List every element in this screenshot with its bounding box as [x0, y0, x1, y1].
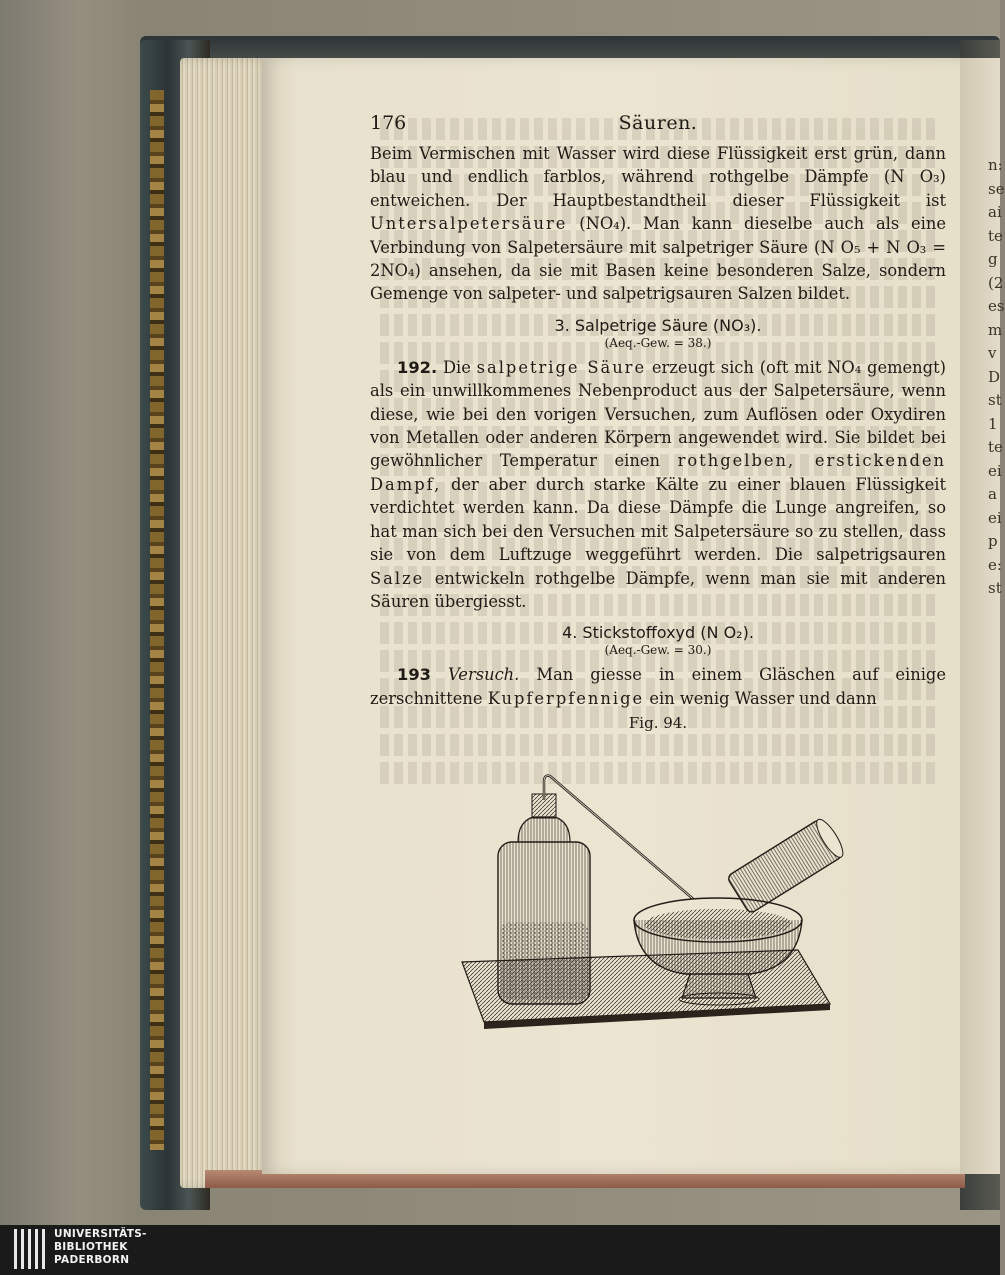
- figure-94-illustration: [458, 772, 843, 1032]
- page-content: [370, 112, 946, 732]
- text-run: der aber durch starke Kälte zu einer blauen Flüssigkeit verdichtet werden kann. Da diese Dämpfe die Lunge angreifen, so hat man sich bei den Versuchen mit Salpetersäure so zu stellen, dass sie von dem Luftzuge weggeführt werden. Die salpetrigsauren: [370, 474, 946, 565]
- equivalent-weight-note-4: (Aeq.-Gew. = 30.): [604, 643, 712, 658]
- figure-caption: Fig. 94.: [628, 714, 688, 733]
- facing-page-fragment: n:: [988, 156, 1003, 174]
- paragraph-192: [370, 356, 946, 613]
- facing-page-fragment: se: [988, 179, 1005, 198]
- spaced-term: rothgelben, erstickenden Dampf,: [370, 451, 946, 494]
- library-logo-icon: [14, 1229, 48, 1269]
- equivalent-weight-note-3: (Aeq.-Gew. = 38.): [604, 335, 712, 350]
- facing-page-fragment: e:: [988, 555, 1002, 574]
- collecting-jar: [727, 816, 848, 914]
- versuch-label: Versuch.: [448, 665, 520, 685]
- text-run: Beim Vermischen mit Wasser wird diese Flüssigkeit erst grün, dann blau und endlich farblos, während rothgelbe Dämpfe (N O₃) entweichen. Der Hauptbestandtheil dieser Flüssigkeit ist: [370, 144, 946, 210]
- facing-page-fragment: ei: [988, 461, 1002, 480]
- spaced-term: Kupferpfennige: [487, 688, 645, 708]
- facing-page-fragment: st: [988, 579, 1002, 597]
- facing-page-fragment: es: [988, 297, 1005, 315]
- facing-page-fragment: v: [988, 344, 997, 362]
- facing-page-fragment: ei: [988, 508, 1002, 527]
- facing-page-fragment: te: [988, 226, 1003, 245]
- logo-line-3: PADERBORN: [54, 1254, 130, 1266]
- logo-line-1: UNIVERSITÄTS-: [54, 1228, 147, 1240]
- facing-page-fragment: 1: [988, 414, 998, 433]
- page-edges: [180, 58, 270, 1188]
- library-footer-bar: [0, 1225, 1000, 1275]
- section-heading-3: 3. Salpetrige Säure (NO₃).: [554, 315, 762, 335]
- facing-page-fragment: a: [988, 485, 997, 503]
- book-spine-ornament: [150, 90, 164, 1150]
- paragraph-intro: [370, 142, 946, 306]
- paragraph-number: 193: [397, 665, 431, 685]
- spaced-term: salpetrige Säure: [476, 357, 647, 377]
- facing-page-fragment: p: [988, 532, 998, 550]
- facing-page-fragment: g: [988, 250, 998, 268]
- facing-page-fragment: D: [988, 367, 1001, 386]
- gas-bottle: [498, 794, 590, 1004]
- text-run: Die: [442, 357, 471, 377]
- facing-page-fragment: (2: [988, 273, 1004, 292]
- running-title: Säuren.: [618, 112, 698, 134]
- logo-line-2: BIBLIOTHEK: [54, 1241, 128, 1253]
- section-heading-4: 4. Stickstoffoxyd (N O₂).: [562, 623, 754, 643]
- spaced-term: Untersalpetersäure: [370, 214, 568, 234]
- facing-page-edge: [960, 58, 1005, 1174]
- facing-page-fragment: st: [988, 391, 1002, 409]
- library-logo-text: [54, 1228, 147, 1267]
- spaced-term: Salze: [370, 568, 425, 588]
- paragraph-193: [370, 663, 946, 710]
- text-run: (NO₄). Man kann dieselbe auch als eine Verbindung von Salpetersäure mit salpetriger Säure (N O₅ + N O₃ = 2NO₄) ansehen, da sie mit Basen keine besonderen Salze, sondern Gemenge von salpeter- und salpetrigsauren Salzen bildet.: [370, 214, 946, 304]
- text-run: ein wenig Wasser und dann: [649, 688, 877, 708]
- facing-page-fragment: te: [988, 438, 1003, 456]
- facing-page-fragment: ai: [988, 203, 1002, 221]
- page-number: 176: [370, 112, 407, 134]
- text-run: Man giesse in einem Gläschen auf einige zerschnittene: [370, 665, 946, 708]
- text-run: erzeugt sich (oft mit NO₄ gemengt) als ein unwillkommenes Nebenproduct aus der Salpetersäure, wenn diese, wie bei den vorigen Versuchen, zum Auflösen oder Oxydiren von Metallen oder anderen Körpern angewendet wird. Sie bildet bei gewöhnlicher Temperatur einen: [370, 357, 946, 471]
- running-head: [370, 112, 946, 142]
- facing-page-fragment: m: [988, 320, 1003, 339]
- text-run: entwickeln rothgelbe Dämpfe, wenn man sie mit anderen Säuren übergiesst.: [370, 568, 946, 611]
- paragraph-number: 192.: [397, 357, 438, 377]
